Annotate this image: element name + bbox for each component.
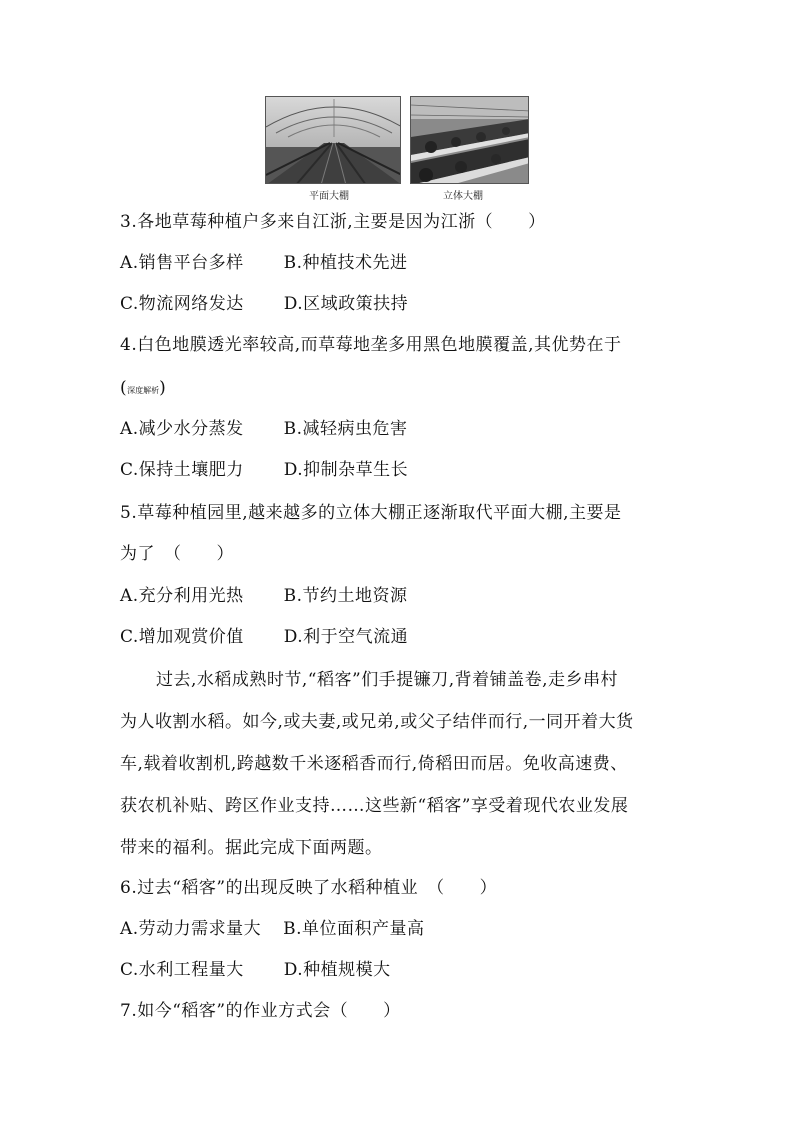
flat-greenhouse-photo <box>265 96 401 184</box>
q4-option-c: C.保持土壤肥力 <box>120 460 244 480</box>
q5-options-row1 <box>120 586 408 606</box>
q5-option-a: A.充分利用光热 <box>120 586 244 606</box>
vertical-greenhouse-caption: 立体大棚 <box>443 191 483 202</box>
q4-paren-close: ) <box>159 378 167 398</box>
passage-line-4: 获农机补贴、跨区作业支持……这些新“稻客”享受着现代农业发展 <box>120 796 629 816</box>
q4-option-a: A.减少水分蒸发 <box>120 419 244 439</box>
q6-option-a: A.劳动力需求量大 <box>120 919 262 939</box>
passage-line-2: 为人收割水稻。如今,或夫妻,或兄弟,或父子结伴而行,一同开着大货 <box>120 712 634 732</box>
q3-option-a: A.销售平台多样 <box>120 253 244 273</box>
q3-option-d: D.区域政策扶持 <box>283 294 409 314</box>
q4-option-b: B.减轻病虫危害 <box>283 419 408 439</box>
deep-analysis-tag: 深度解析 <box>127 386 160 395</box>
q3-option-b: B.种植技术先进 <box>283 253 408 273</box>
passage-line-5: 带来的福利。据此完成下面两题。 <box>120 838 383 858</box>
q6-options-row2 <box>120 960 391 980</box>
q3-option-c: C.物流网络发达 <box>120 294 244 314</box>
q6-stem: 6.过去“稻客”的出现反映了水稻种植业 （ ） <box>120 878 498 898</box>
q4-options-row1 <box>120 419 408 439</box>
q6-options-row1 <box>120 919 425 939</box>
flat-greenhouse-caption: 平面大棚 <box>309 191 349 202</box>
q6-option-c: C.水利工程量大 <box>120 960 244 980</box>
q6-option-d: D.种植规模大 <box>283 960 391 980</box>
q5-option-c: C.增加观赏价值 <box>120 627 244 647</box>
passage-line-3: 车,载着收割机,跨越数千米逐稻香而行,倚稻田而居。免收高速费、 <box>120 754 628 774</box>
passage-line-1: 过去,水稻成熟时节,“稻客”们手提镰刀,背着铺盖卷,走乡串村 <box>156 670 618 690</box>
greenhouse-photos <box>265 96 529 204</box>
q3-options-row1 <box>120 253 408 273</box>
q7-stem: 7.如今“稻客”的作业方式会（ ） <box>120 1001 401 1021</box>
q5-stem-line2: 为了 （ ） <box>120 544 234 564</box>
q4-paren-open: ( <box>120 378 128 398</box>
q5-option-b: B.节约土地资源 <box>283 586 408 606</box>
q3-stem: 3.各地草莓种植户多来自江浙,主要是因为江浙（ ） <box>120 212 546 232</box>
vertical-greenhouse-photo <box>410 96 529 184</box>
q4-options-row2 <box>120 460 408 480</box>
q5-stem: 5.草莓种植园里,越来越多的立体大棚正逐渐取代平面大棚,主要是 <box>120 503 622 523</box>
q6-option-b: B.单位面积产量高 <box>283 919 425 939</box>
q3-options-row2 <box>120 294 408 314</box>
q4-stem: 4.白色地膜透光率较高,而草莓地垄多用黑色地膜覆盖,其优势在于 <box>120 335 622 355</box>
q4-option-d: D.抑制杂草生长 <box>283 460 409 480</box>
q4-stem-line2 <box>120 378 166 401</box>
q5-options-row2 <box>120 627 408 647</box>
q5-option-d: D.利于空气流通 <box>283 627 409 647</box>
